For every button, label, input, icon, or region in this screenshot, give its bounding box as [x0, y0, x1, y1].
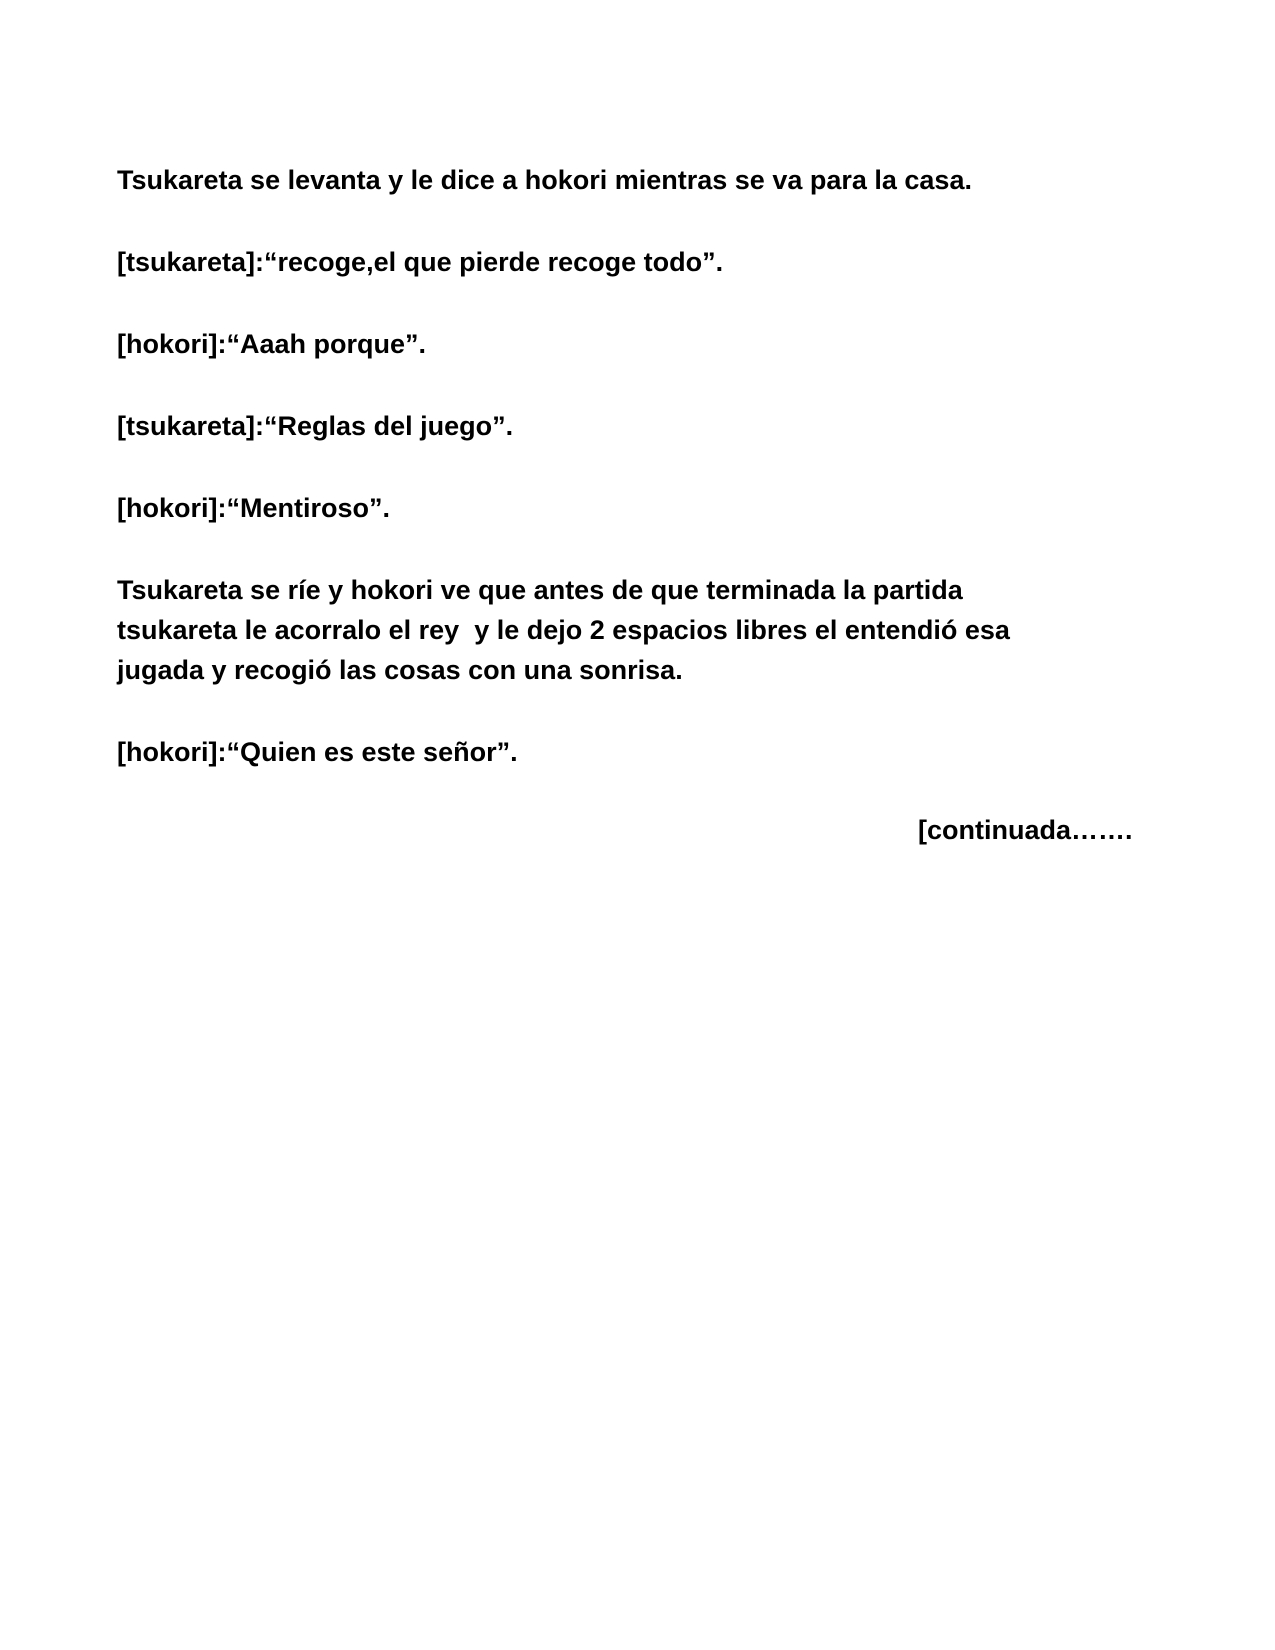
dialogue-line-hokori: [hokori]:“Aaah porque”. [117, 329, 426, 359]
dialogue-line-hokori: [hokori]:“Quien es este señor”. [117, 737, 518, 767]
narration-paragraph: Tsukareta se levanta y le dice a hokori mientras se va para la casa. [117, 165, 972, 195]
continued-label: [continuada……. [918, 815, 1133, 845]
document-body [117, 160, 1147, 814]
narration-paragraph: Tsukareta se ríe y hokori ve que antes de que terminada la partida tsukareta le acorralo el rey y le dejo 2 espacios libres el entendió esa jugada y recogió las cosas con una sonrisa. [117, 575, 1010, 685]
dialogue-line-tsukareta: [tsukareta]:“Reglas del juego”. [117, 411, 514, 441]
dialogue-line-tsukareta: [tsukareta]:“recoge,el que pierde recoge todo”. [117, 247, 724, 277]
dialogue-line-hokori: [hokori]:“Mentiroso”. [117, 493, 390, 523]
